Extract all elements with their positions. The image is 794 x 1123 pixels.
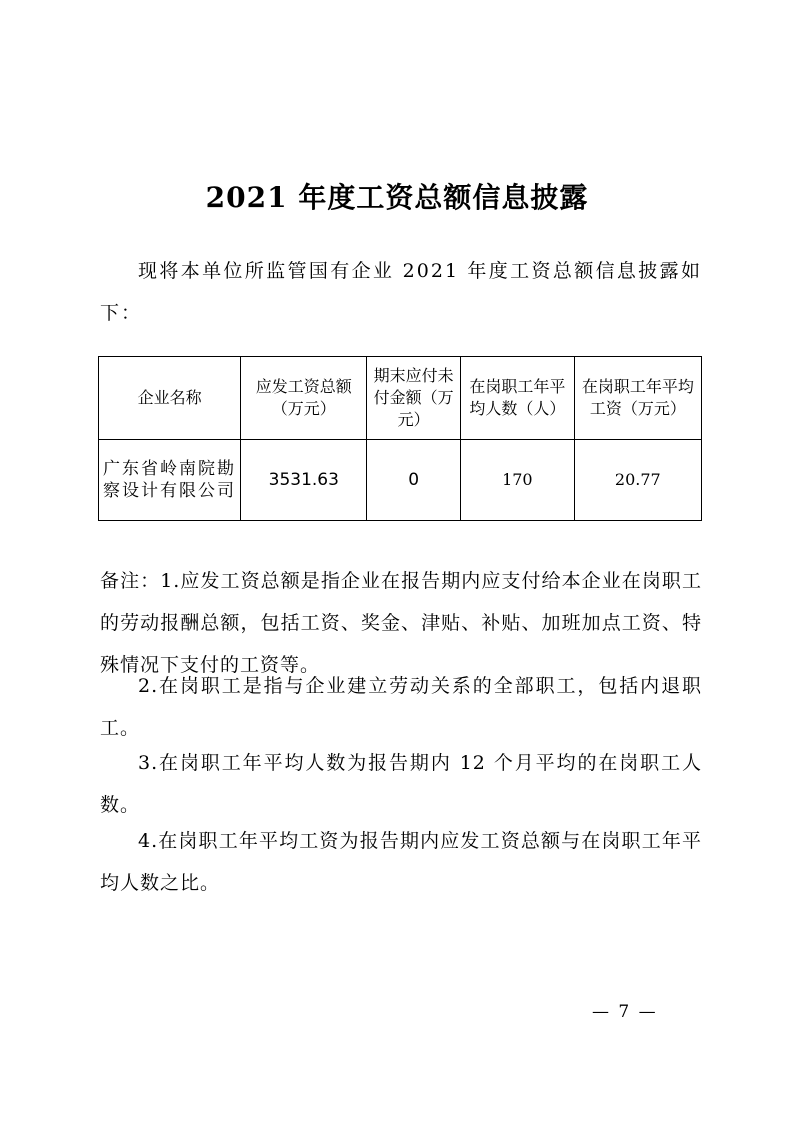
page-number: — 7 — (592, 1002, 658, 1022)
header-unpaid-amount: 期末应付未付金额（万元） (367, 357, 461, 440)
table-row (99, 440, 702, 521)
cell-average-wage: 20.77 (574, 440, 701, 521)
cell-total-wages: 3531.63 (241, 440, 367, 521)
header-average-wage: 在岗职工年平均工资（万元） (574, 357, 701, 440)
note-4: 4.在岗职工年平均工资为报告期内应发工资总额与在岗职工年平均人数之比。 (100, 830, 702, 894)
header-company-name: 企业名称 (99, 357, 241, 440)
header-average-staff: 在岗职工年平均人数（人） (461, 357, 575, 440)
wage-disclosure-table (98, 356, 702, 521)
cell-company-name: 广东省岭南院勘察设计有限公司 (99, 440, 241, 521)
cell-unpaid-amount: 0 (367, 440, 461, 521)
note-1: 备注：1.应发工资总额是指企业在报告期内应支付给本企业在岗职工的劳动报酬总额，包括工资、奖金、津贴、补贴、加班加点工资、特殊情况下支付的工资等。 (100, 570, 702, 676)
document-title: 2021 年度工资总额信息披露 (205, 181, 589, 214)
note-2: 2.在岗职工是指与企业建立劳动关系的全部职工，包括内退职工。 (100, 675, 702, 739)
cell-average-staff: 170 (461, 440, 575, 521)
note-3: 3.在岗职工年平均人数为报告期内 12 个月平均的在岗职工人数。 (100, 752, 702, 816)
header-total-wages: 应发工资总额（万元） (241, 357, 367, 440)
table-header-row (99, 357, 702, 440)
intro-paragraph: 现将本单位所监管国有企业 2021 年度工资总额信息披露如下： (100, 260, 702, 324)
